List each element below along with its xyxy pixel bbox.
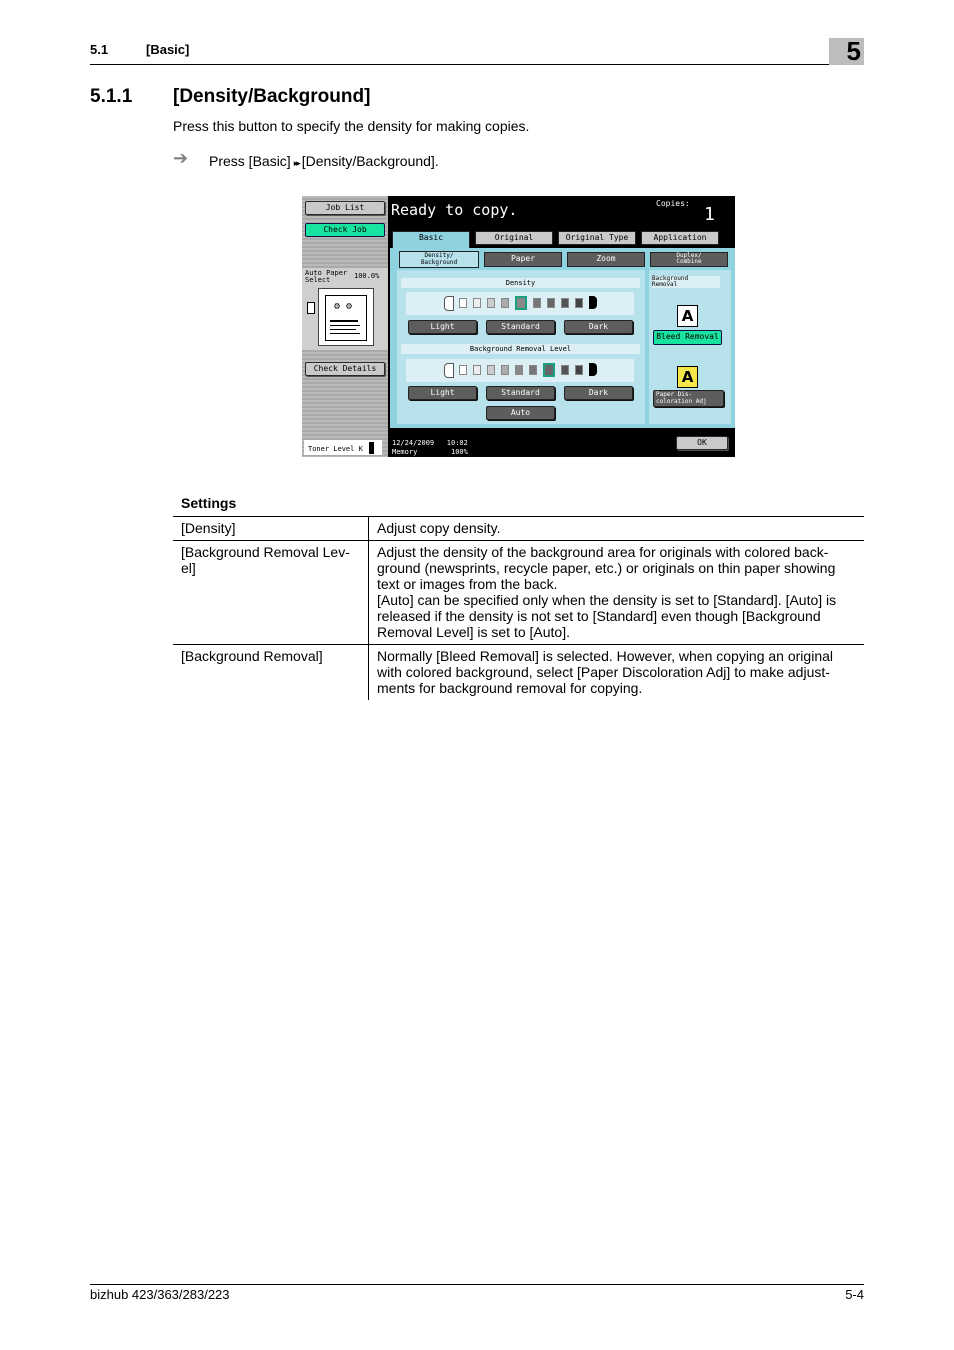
original-preview-icon: ⚙ ⚙ — [318, 288, 374, 346]
table-row — [173, 645, 864, 701]
density-step-selected[interactable] — [515, 296, 527, 310]
settings-table — [173, 516, 864, 700]
header-section-title: [Basic] — [146, 42, 190, 57]
bg-level-step[interactable] — [487, 365, 495, 375]
step-target: [Density/Background]. — [301, 153, 439, 169]
setting-description: Adjust the density of the background area for originals with colored back- ground (newsprints, recycle paper, etc.) or originals on thin paper showing text or images from the back. [Auto] can be specified only when the density is set to [Standard]. [Auto] is released if the density is not set to [Standard] even though [Background Removal Level] is set to [Auto]. — [377, 544, 837, 640]
bg-light-button[interactable]: Light — [408, 386, 477, 400]
bg-level-step-selected[interactable] — [543, 363, 555, 377]
bg-removal-level-label: Background Removal Level — [401, 344, 640, 354]
copies-count: 1 — [704, 204, 715, 225]
density-step[interactable] — [487, 298, 495, 308]
density-step[interactable] — [473, 298, 481, 308]
heading-title: [Density/Background] — [173, 86, 371, 107]
dark-end-icon — [589, 363, 597, 376]
table-row — [173, 517, 864, 541]
check-details-button[interactable]: Check Details — [305, 362, 385, 376]
density-step[interactable] — [547, 298, 555, 308]
step-instruction — [209, 153, 439, 169]
setting-name: [Background Removal Lev- el] — [173, 541, 369, 645]
subtab-zoom[interactable]: Zoom — [567, 252, 645, 267]
copies-label: Copies: — [656, 199, 690, 208]
setting-name: [Density] — [173, 517, 369, 541]
toner-bar — [369, 442, 374, 454]
settings-heading: Settings — [181, 495, 237, 511]
memory-display: Memory 100% — [392, 448, 468, 456]
bg-level-step[interactable] — [473, 365, 481, 375]
bg-level-step[interactable] — [575, 365, 583, 375]
subtab-density-background[interactable]: Density/ Background — [399, 251, 479, 268]
bg-level-step[interactable] — [529, 365, 537, 375]
datetime-display: 12/24/2009 10:02 — [392, 439, 468, 447]
tab-original-setting[interactable]: Original — [475, 231, 553, 245]
tab-application[interactable]: Application — [641, 231, 719, 245]
bg-standard-button[interactable]: Standard — [486, 386, 555, 400]
density-light-button[interactable]: Light — [408, 320, 477, 334]
paper-tray-icon — [307, 302, 315, 314]
bg-level-step[interactable] — [561, 365, 569, 375]
intro-text: Press this button to specify the density for making copies. — [173, 118, 530, 134]
bleed-removal-button[interactable]: Bleed Removal — [653, 330, 722, 345]
paper-discoloration-button[interactable]: Paper Dis- coloration Adj — [653, 390, 724, 407]
footer-rule — [90, 1284, 864, 1285]
ok-button[interactable]: OK — [676, 436, 728, 450]
table-row — [173, 541, 864, 645]
density-step[interactable] — [575, 298, 583, 308]
zoom-value: 100.0% — [354, 272, 380, 280]
left-panel — [302, 196, 388, 457]
copier-screen — [302, 196, 735, 457]
auto-paper-label: Auto Paper Select — [305, 269, 348, 284]
step-prefix: Press [Basic] — [209, 153, 291, 169]
bg-level-scale — [406, 359, 634, 382]
job-list-button[interactable]: Job List — [305, 201, 385, 215]
status-message: Ready to copy. — [391, 201, 518, 219]
bg-level-step[interactable] — [459, 365, 467, 375]
tab-basic[interactable]: Basic — [392, 231, 470, 249]
bg-dark-button[interactable]: Dark — [564, 386, 633, 400]
step-arrow-icon: ➔ — [173, 148, 189, 168]
bg-level-step[interactable] — [501, 365, 509, 375]
subtab-paper[interactable]: Paper — [484, 252, 562, 267]
dark-end-icon — [589, 296, 597, 309]
light-end-icon — [444, 363, 454, 378]
density-scale — [406, 292, 634, 315]
heading-number: 5.1.1 — [90, 86, 133, 107]
header-section-number: 5.1 — [90, 42, 109, 57]
density-step[interactable] — [561, 298, 569, 308]
footer-page-number: 5-4 — [845, 1287, 864, 1302]
bg-level-step[interactable] — [515, 365, 523, 375]
header-rule — [90, 64, 864, 65]
setting-name: [Background Removal] — [173, 645, 369, 701]
density-standard-button[interactable]: Standard — [486, 320, 555, 334]
chapter-number: 5 — [846, 36, 861, 66]
density-step[interactable] — [501, 298, 509, 308]
density-dark-button[interactable]: Dark — [564, 320, 633, 334]
density-label: Density — [401, 278, 640, 288]
density-step[interactable] — [459, 298, 467, 308]
density-step[interactable] — [533, 298, 541, 308]
check-job-button[interactable]: Check Job — [305, 223, 385, 237]
bg-removal-label: Background Removal — [652, 276, 720, 288]
status-bar — [388, 196, 735, 228]
setting-description: Normally [Bleed Removal] is selected. However, when copying an original with colored background, select [Paper Discoloration Adj] to make adjust- ments for background removal for copying. — [377, 648, 833, 696]
paper-discoloration-icon: A — [677, 366, 698, 388]
subtab-duplex-combine[interactable]: Duplex/ Combine — [650, 252, 728, 267]
bg-auto-button[interactable]: Auto — [486, 406, 555, 420]
setting-description: Adjust copy density. — [377, 520, 501, 536]
tab-original-type[interactable]: Original Type — [558, 231, 636, 245]
light-end-icon — [444, 296, 454, 311]
toner-label: Toner Level K — [308, 445, 363, 453]
footer-model: bizhub 423/363/283/223 — [90, 1287, 230, 1302]
bleed-removal-icon: A — [677, 305, 698, 327]
double-arrow-icon: ▸▸ — [293, 158, 299, 168]
